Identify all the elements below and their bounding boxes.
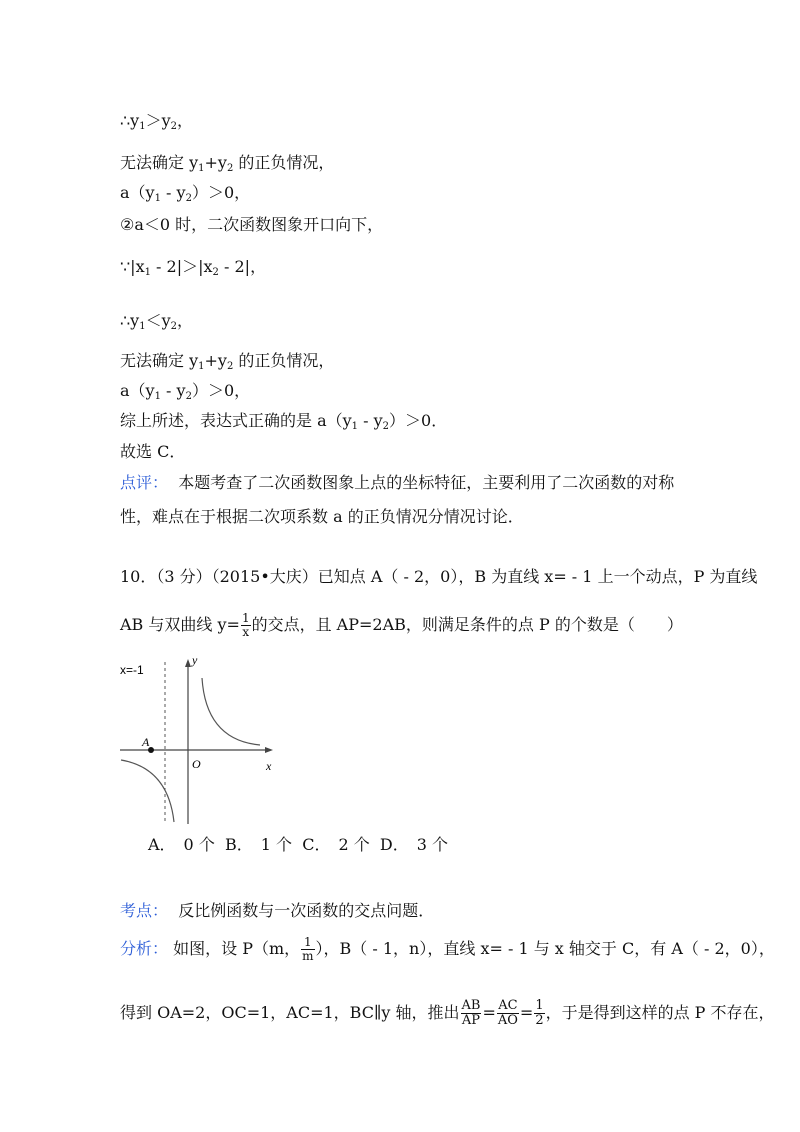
text-line bbox=[120, 110, 193, 138]
hyperbola-graph bbox=[118, 650, 288, 825]
review-text: 本题考查了二次函数图象上点的坐标特征，主要利用了二次函数的对称 bbox=[178, 473, 675, 492]
y-axis-arrow-icon bbox=[185, 659, 191, 667]
point-a-label: A bbox=[142, 735, 150, 749]
text-segment: ）＞0， bbox=[191, 183, 251, 202]
text-line bbox=[120, 182, 250, 210]
question-text: 的交点，且 AP=2AB，则满足条件的点 P 的个数是（ ） bbox=[251, 615, 683, 634]
text-segment: 无法确定 y bbox=[120, 153, 199, 172]
question-line-1 bbox=[120, 566, 757, 588]
text-line bbox=[120, 441, 185, 463]
text-segment: ＞y bbox=[145, 111, 171, 130]
dashed-line-label: x=-1 bbox=[120, 663, 144, 677]
question-text: AB 与双曲线 y= bbox=[120, 615, 240, 634]
x-axis-label: x bbox=[266, 759, 272, 773]
text-segment: - 2|， bbox=[218, 257, 267, 276]
review-label: 点评： bbox=[120, 473, 169, 492]
subscript: 1 bbox=[144, 267, 151, 278]
fraction-denominator: x bbox=[242, 625, 250, 639]
hyperbola-branch-right bbox=[202, 678, 260, 745]
subscript: 2 bbox=[170, 321, 178, 332]
text-segment: +y bbox=[204, 351, 227, 370]
review-text: 性，难点在于根据二次项系数 a 的正负情况分情况讨论． bbox=[120, 507, 524, 526]
text-line bbox=[120, 214, 383, 236]
fraction-denominator: 2 bbox=[535, 1013, 544, 1028]
fraction-denominator: m bbox=[302, 949, 314, 963]
text-segment: ）＞0， bbox=[191, 381, 251, 400]
subscript: 2 bbox=[185, 193, 192, 204]
text-segment: ∵|x bbox=[120, 257, 145, 276]
text-segment: ， bbox=[177, 311, 194, 330]
text-segment: ②a＜0 时，二次函数图象开口向下， bbox=[120, 215, 384, 234]
fraction-one-over-x bbox=[241, 612, 251, 639]
origin-label: O bbox=[192, 757, 201, 771]
subscript: 2 bbox=[226, 163, 234, 174]
text-segment: - y bbox=[160, 381, 186, 400]
analysis-text: 如图，设 P（m， bbox=[173, 939, 301, 958]
text-segment: a（y bbox=[120, 183, 155, 202]
subscript: 1 bbox=[139, 121, 146, 132]
text-line bbox=[120, 380, 250, 408]
subscript: 2 bbox=[170, 121, 178, 132]
subscript: 1 bbox=[198, 361, 205, 372]
analysis-text: ），B（ - 1，n），直线 x= - 1 与 x 轴交于 C，有 A（ - 2，0）， bbox=[315, 939, 775, 958]
text-segment: - y bbox=[358, 411, 383, 430]
analysis-text: 得到 OA=2，OC=1，AC=1，BC∥y 轴，推出 bbox=[120, 1003, 460, 1022]
option-b: B． 1 个 bbox=[225, 835, 293, 854]
text-segment: +y bbox=[204, 153, 227, 172]
text-line bbox=[120, 350, 334, 378]
text-line bbox=[120, 256, 266, 284]
text-segment: 综上所述，表达式正确的是 a（y bbox=[120, 411, 352, 430]
fraction-ac-over-ao bbox=[497, 999, 519, 1028]
subscript: 1 bbox=[139, 321, 146, 332]
option-c: C． 2 个 bbox=[302, 835, 370, 854]
fraction-denominator: AP bbox=[461, 1013, 481, 1028]
text-line bbox=[120, 152, 334, 180]
text-segment: - y bbox=[160, 183, 186, 202]
subscript: 1 bbox=[351, 421, 359, 432]
text-segment: ＜y bbox=[145, 311, 171, 330]
fraction-one-over-m bbox=[301, 936, 314, 963]
text-segment: 故选 C． bbox=[120, 442, 186, 461]
text-line bbox=[120, 310, 193, 338]
fraction-numerator: AB bbox=[461, 998, 481, 1013]
subscript: 2 bbox=[185, 391, 192, 402]
text-segment: ∴y bbox=[120, 311, 140, 330]
subscript: 2 bbox=[226, 361, 234, 372]
equals-sign: = bbox=[482, 1003, 496, 1022]
review-line-1 bbox=[120, 472, 674, 494]
answer-options bbox=[148, 834, 448, 856]
option-a: A． 0 个 bbox=[148, 835, 215, 854]
analysis-line-1 bbox=[120, 934, 775, 964]
analysis-line-2 bbox=[120, 996, 775, 1030]
fraction-ab-over-ap bbox=[461, 999, 482, 1028]
text-segment: a（y bbox=[120, 381, 155, 400]
fraction-numerator: 1 bbox=[301, 936, 314, 950]
text-segment: 的正负情况， bbox=[233, 351, 335, 370]
review-line-2 bbox=[120, 506, 524, 528]
subscript: 1 bbox=[198, 163, 205, 174]
fraction-denominator: AO bbox=[497, 1013, 518, 1028]
hyperbola-branch-left bbox=[121, 760, 174, 822]
text-segment: ∴y bbox=[120, 111, 140, 130]
fraction-numerator: 1 bbox=[535, 998, 544, 1013]
fraction-one-half bbox=[534, 999, 544, 1028]
analysis-text: ，于是得到这样的点 P 不存在， bbox=[545, 1003, 775, 1022]
question-line-2 bbox=[120, 610, 683, 640]
kaodian-label: 考点： bbox=[120, 901, 169, 920]
analysis-label: 分析： bbox=[120, 939, 169, 958]
text-line bbox=[120, 410, 447, 438]
text-segment: 无法确定 y bbox=[120, 351, 199, 370]
kaodian-line bbox=[120, 900, 434, 922]
x-axis-arrow-icon bbox=[265, 747, 273, 753]
text-segment: 的正负情况， bbox=[233, 153, 335, 172]
y-axis-label: y bbox=[192, 653, 198, 667]
text-segment: ， bbox=[177, 111, 194, 130]
question-text: 10．（3 分）（2015•大庆）已知点 A（ - 2，0），B 为直线 x= - 1 上一个动点，P 为直线 bbox=[120, 567, 758, 586]
subscript: 1 bbox=[154, 391, 161, 402]
subscript: 2 bbox=[212, 267, 219, 278]
option-d: D． 3 个 bbox=[379, 835, 448, 854]
equals-sign: = bbox=[519, 1003, 534, 1022]
fraction-numerator: 1 bbox=[241, 611, 250, 625]
subscript: 2 bbox=[382, 421, 390, 432]
fraction-numerator: AC bbox=[498, 998, 518, 1013]
text-segment: - 2|＞|x bbox=[150, 257, 213, 276]
subscript: 1 bbox=[154, 193, 161, 204]
text-segment: ）＞0． bbox=[389, 411, 448, 430]
kaodian-text: 反比例函数与一次函数的交点问题． bbox=[178, 901, 435, 920]
